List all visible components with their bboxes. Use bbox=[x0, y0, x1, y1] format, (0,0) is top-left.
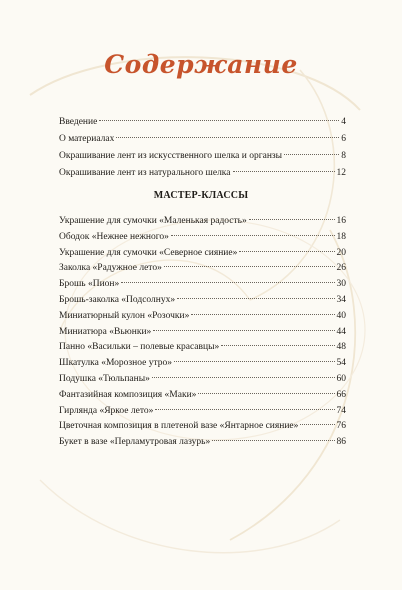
toc-entry bbox=[59, 148, 346, 165]
toc-entry-label: Брошь-заколка «Подсолнух» bbox=[59, 294, 176, 305]
toc-entry-label: Брошь «Пион» bbox=[59, 279, 120, 290]
toc-entry bbox=[59, 309, 346, 325]
toc-entry-label: Украшение для сумочки «Северное сияние» bbox=[59, 247, 238, 258]
toc-classes-list bbox=[59, 214, 346, 451]
toc-entry-label: Украшение для сумочки «Маленькая радость» bbox=[59, 216, 247, 226]
toc-entry-label: Панно «Васильки – полевые красавцы» bbox=[59, 342, 220, 353]
toc-entry bbox=[59, 114, 346, 131]
toc-entry-page: 60 bbox=[336, 373, 346, 384]
page-title: Содержание bbox=[104, 50, 298, 79]
toc-entry-page: 44 bbox=[336, 326, 346, 337]
toc-entry bbox=[59, 388, 346, 404]
toc-entry-page: 26 bbox=[336, 263, 346, 274]
dot-leader bbox=[174, 361, 335, 362]
dot-leader bbox=[99, 120, 339, 121]
toc-entry-page: 8 bbox=[341, 151, 346, 161]
toc-entry bbox=[59, 261, 346, 277]
dot-leader bbox=[249, 219, 335, 220]
toc-entry bbox=[59, 340, 346, 356]
toc-entry-page: 86 bbox=[336, 437, 346, 448]
toc-entry-page: 54 bbox=[336, 358, 346, 369]
toc-entry-page: 34 bbox=[336, 294, 346, 305]
dot-leader bbox=[198, 393, 334, 394]
toc-entry-page: 4 bbox=[341, 117, 346, 127]
dot-leader bbox=[152, 377, 335, 378]
toc-entry-label: Введение bbox=[59, 117, 98, 127]
toc-entry bbox=[59, 372, 346, 388]
toc-entry bbox=[59, 131, 346, 148]
toc-entry bbox=[59, 293, 346, 309]
toc-entry bbox=[59, 419, 346, 435]
dot-leader bbox=[191, 314, 334, 315]
toc-entry bbox=[59, 165, 346, 182]
toc-entry bbox=[59, 325, 346, 341]
dot-leader bbox=[164, 266, 335, 267]
toc-entry-page: 74 bbox=[336, 405, 346, 416]
dot-leader bbox=[284, 154, 339, 155]
toc-entry-label: Ободок «Нежнее нежного» bbox=[59, 231, 169, 242]
toc-entry-label: Гирлянда «Яркое лето» bbox=[59, 405, 154, 416]
toc-entry-label: Подушка «Тюльпаны» bbox=[59, 373, 150, 384]
dot-leader bbox=[121, 282, 334, 283]
dot-leader bbox=[155, 409, 334, 410]
dot-leader bbox=[116, 137, 339, 138]
toc-entry-page: 76 bbox=[336, 421, 346, 432]
dot-leader bbox=[221, 345, 334, 346]
toc-entry-label: Заколка «Радужное лето» bbox=[59, 263, 162, 274]
toc-entry-label: Окрашивание лент из натурального шелка bbox=[59, 168, 231, 178]
dot-leader bbox=[212, 440, 334, 441]
toc-entry-page: 66 bbox=[336, 389, 346, 400]
toc-entry bbox=[59, 404, 346, 420]
toc-entry bbox=[59, 214, 346, 230]
toc-entry-page: 6 bbox=[341, 134, 346, 144]
toc-entry-page: 20 bbox=[336, 247, 346, 258]
toc-entry-page: 12 bbox=[336, 168, 346, 178]
toc-entry-label: Миниатюрный кулон «Розочки» bbox=[59, 310, 190, 321]
toc-entry-label: Цветочная композиция в плетеной вазе «Янтарное сияние» bbox=[59, 421, 299, 432]
toc-entry-page: 16 bbox=[336, 216, 346, 226]
dot-leader bbox=[177, 298, 334, 299]
dot-leader bbox=[239, 251, 334, 252]
dot-leader bbox=[171, 235, 335, 236]
toc-entry-label: Фантазийная композиция «Маки» bbox=[59, 389, 197, 400]
toc-entry-label: Шкатулка «Морозное утро» bbox=[59, 358, 172, 369]
toc-entry-label: Миниатюра «Вьюнки» bbox=[59, 326, 152, 337]
toc-entry bbox=[59, 356, 346, 372]
toc-intro-list bbox=[59, 114, 346, 182]
toc-entry bbox=[59, 246, 346, 262]
section-heading: МАСТЕР-КЛАССЫ bbox=[153, 190, 249, 201]
toc-entry-page: 48 bbox=[336, 342, 346, 353]
dot-leader bbox=[300, 424, 334, 425]
toc-entry-label: О материалах bbox=[59, 134, 115, 144]
toc-entry-page: 30 bbox=[336, 279, 346, 290]
toc-entry-label: Букет в вазе «Перламутровая лазурь» bbox=[59, 437, 211, 448]
toc-entry bbox=[59, 435, 346, 451]
dot-leader bbox=[153, 330, 334, 331]
dot-leader bbox=[233, 171, 335, 172]
toc-entry-page: 40 bbox=[336, 310, 346, 321]
toc-entry bbox=[59, 277, 346, 293]
toc-entry-page: 18 bbox=[336, 231, 346, 242]
toc-entry bbox=[59, 230, 346, 246]
toc-entry-label: Окрашивание лент из искусственного шелка и органзы bbox=[59, 151, 283, 161]
